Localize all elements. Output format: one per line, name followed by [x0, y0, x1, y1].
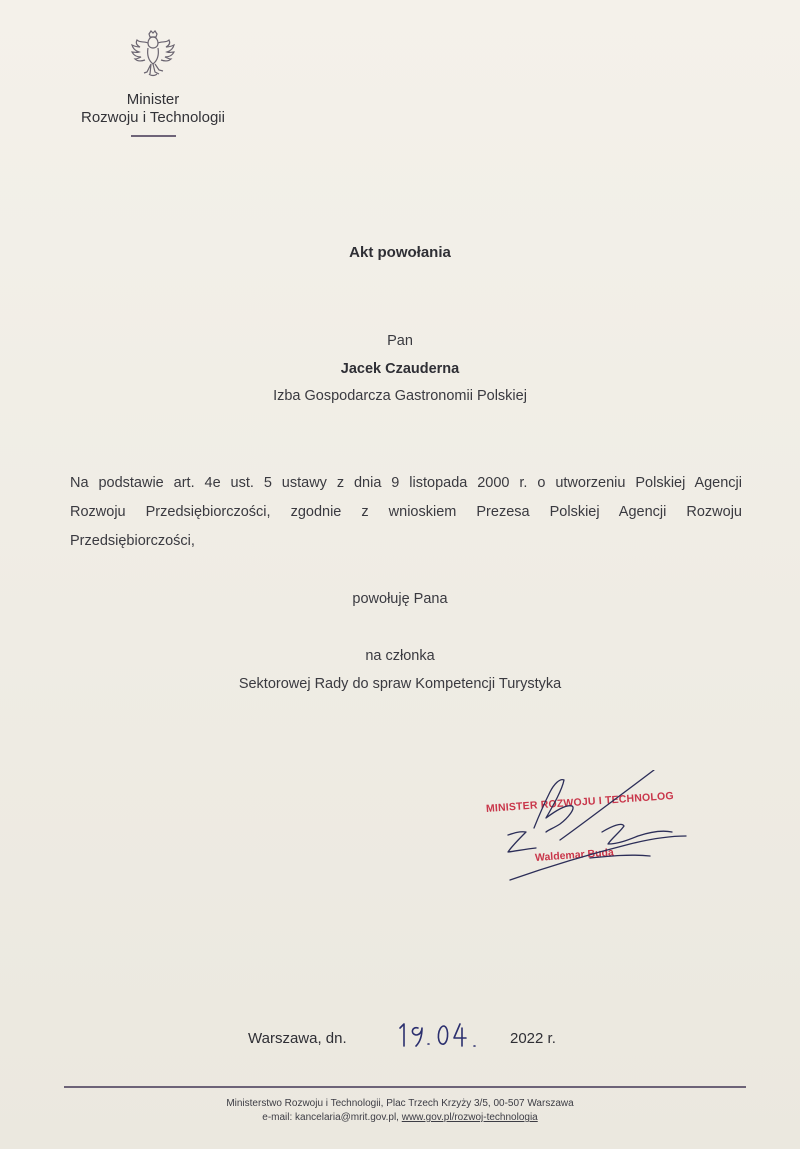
- footer-contact: [0, 1112, 800, 1123]
- org-name-line1: Minister: [126, 91, 180, 108]
- header-divider: [131, 135, 176, 137]
- appointment-phrase: powołuję Pana: [352, 591, 448, 607]
- polish-eagle-icon: [129, 30, 177, 82]
- date-year: 2022 r.: [510, 1030, 556, 1047]
- handwritten-date: [392, 1014, 482, 1056]
- legal-basis-line2: Rozwoju Przedsiębiorczości, zgodnie z wnioskiem Prezesa Polskiej Agencji Rozwoju: [70, 504, 742, 520]
- stamp-title: MINISTER ROZWOJU I TECHNOLOG: [485, 789, 675, 815]
- role-line1: na członka: [365, 648, 435, 664]
- footer-address: Ministerstwo Rozwoju i Technologii, Plac Trzech Krzyży 3/5, 00-507 Warszawa: [226, 1098, 574, 1109]
- date-place-label: Warszawa, dn.: [248, 1030, 347, 1047]
- role-line2: Sektorowej Rady do spraw Kompetencji Turystyka: [238, 676, 562, 692]
- recipient-institution: Izba Gospodarcza Gastronomii Polskiej: [273, 388, 527, 404]
- legal-basis-line1: Na podstawie art. 4e ust. 5 ustawy z dnia 9 listopada 2000 r. o utworzeniu Polskiej Agencji: [70, 475, 742, 491]
- footer-divider: [64, 1086, 746, 1088]
- org-name-line2: Rozwoju i Technologii: [81, 109, 225, 126]
- stamp-name: Waldemar Buda: [534, 846, 615, 864]
- legal-basis-line3: Przedsiębiorczości,: [70, 533, 195, 549]
- signature: [490, 770, 720, 890]
- salutation: Pan: [387, 333, 413, 349]
- document-title: Akt powołania: [349, 244, 451, 261]
- footer-website-link[interactable]: www.gov.pl/rozwoj-technologia: [401, 1112, 538, 1123]
- footer-email: e-mail: kancelaria@mrit.gov.pl,: [262, 1112, 399, 1123]
- recipient-name: Jacek Czauderna: [340, 361, 460, 377]
